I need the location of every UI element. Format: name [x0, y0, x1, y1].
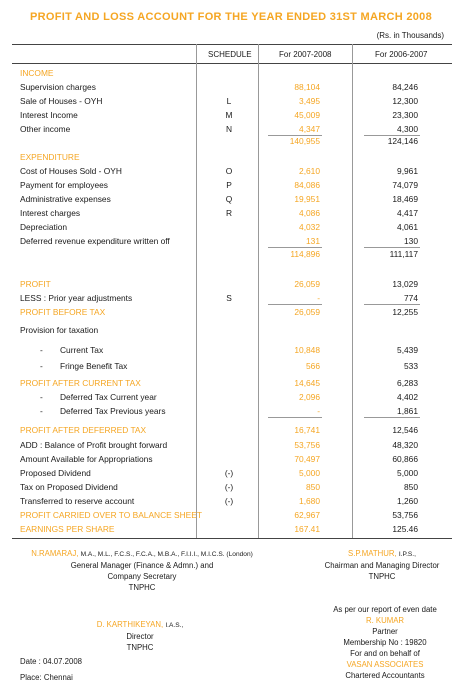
mathur-name: S.P.MATHUR,	[348, 549, 397, 558]
schedule-ref: Q	[225, 194, 233, 204]
karthikeyan-title: Director	[126, 632, 154, 641]
current-year-value: 850	[306, 482, 320, 492]
row-label: ADD : Balance of Profit brought forward	[20, 440, 168, 450]
section-heading: EARNINGS PER SHARE	[20, 524, 115, 534]
signatory-ramaraj	[22, 548, 262, 593]
statement-row	[0, 66, 462, 80]
previous-year-value: 12,300	[392, 96, 418, 106]
previous-year-value: 23,300	[392, 110, 418, 120]
previous-year-value: 84,246	[392, 82, 418, 92]
dash-bullet: -	[40, 361, 43, 371]
auditor-membership: Membership No : 19820	[343, 638, 427, 647]
auditor-behalf: For and on behalf of	[350, 649, 420, 658]
ramaraj-qualifications: M.A., M.L., F.C.S., F.C.A., M.B.A., F.I.I.I., M.I.C.S. (London)	[80, 551, 253, 558]
current-year-value: 4,032	[299, 222, 320, 232]
row-label: Administrative expenses	[20, 194, 111, 204]
ramaraj-name: N.RAMARAJ,	[31, 549, 79, 558]
section-heading: PROFIT AFTER CURRENT TAX	[20, 378, 141, 388]
row-label: Payment for employees	[20, 180, 108, 190]
statement-row	[0, 343, 462, 357]
statement-row	[0, 192, 462, 206]
row-label: Interest Income	[20, 110, 78, 120]
previous-year-value: 5,439	[397, 345, 418, 355]
schedule-ref: O	[225, 166, 233, 176]
statement-row	[0, 206, 462, 220]
schedule-ref: S	[226, 293, 232, 303]
schedule-ref: L	[226, 96, 232, 106]
statement-row	[0, 134, 462, 148]
section-heading: PROFIT BEFORE TAX	[20, 307, 106, 317]
report-reference: As per our report of even date	[333, 605, 437, 614]
current-year-value: 10,848	[294, 345, 320, 355]
current-year-value: 3,495	[299, 96, 320, 106]
previous-year-value: 74,079	[392, 180, 418, 190]
statement-row	[0, 80, 462, 94]
previous-year-value: 13,029	[392, 279, 418, 289]
current-year-value: 2,610	[299, 166, 320, 176]
karthikeyan-qualifications: I.A.S.,	[165, 622, 184, 629]
dash-bullet: -	[40, 406, 43, 416]
karthikeyan-name: D. KARTHIKEYAN,	[96, 620, 164, 629]
statement-row	[0, 359, 462, 373]
current-year-value: 140,955	[289, 136, 320, 146]
current-year-value: 14,645	[294, 378, 320, 388]
previous-year-value: 111,117	[389, 249, 418, 259]
previous-year-value: 4,300	[397, 124, 418, 134]
statement-row	[0, 234, 462, 248]
previous-year-column-header: For 2006-2007	[375, 50, 428, 59]
mathur-org: TNPHC	[368, 572, 396, 581]
karthikeyan-org: TNPHC	[126, 643, 154, 652]
previous-year-value: 53,756	[392, 510, 418, 520]
row-label: LESS : Prior year adjustments	[20, 293, 133, 303]
section-heading: PROFIT CARRIED OVER TO BALANCE SHEET	[20, 510, 202, 520]
row-label: Supervision charges	[20, 82, 96, 92]
previous-year-value: 12,255	[392, 307, 418, 317]
statement-row	[0, 108, 462, 122]
section-heading: INCOME	[20, 68, 54, 78]
row-label: Proposed Dividend	[20, 468, 91, 478]
mathur-qualifications: I.P.S.,	[398, 551, 416, 558]
signatory-karthikeyan	[60, 619, 220, 653]
row-label: Interest charges	[20, 208, 81, 218]
row-label: Fringe Benefit Tax	[60, 361, 128, 371]
statement-row	[0, 438, 462, 452]
current-year-value: 2,096	[299, 392, 320, 402]
statement-row	[0, 178, 462, 192]
previous-year-value: 774	[404, 293, 418, 303]
statement-row	[0, 94, 462, 108]
page-title: PROFIT AND LOSS ACCOUNT FOR THE YEAR ENDED 31ST MARCH 2008	[29, 11, 433, 23]
current-year-value: 19,951	[294, 194, 320, 204]
schedule-ref: (-)	[224, 482, 234, 492]
row-label: Cost of Houses Sold - OYH	[20, 166, 122, 176]
previous-year-value: 1,260	[397, 496, 418, 506]
current-year-value: 88,104	[294, 82, 320, 92]
row-label: Sale of Houses - OYH	[20, 96, 103, 106]
current-year-value: 84,086	[294, 180, 320, 190]
row-label: Transferred to reserve account	[20, 496, 135, 506]
header-top-rule	[12, 44, 452, 45]
previous-year-value: 4,417	[397, 208, 418, 218]
current-year-value: -	[317, 406, 320, 416]
schedule-ref: R	[225, 208, 233, 218]
statement-row	[0, 247, 462, 261]
signing-date: Date : 04.07.2008	[20, 657, 82, 666]
previous-year-value: 12,546	[392, 425, 418, 435]
section-heading: PROFIT AFTER DEFERRED TAX	[20, 425, 147, 435]
current-year-value: 167.41	[294, 524, 320, 534]
statement-row	[0, 466, 462, 480]
previous-year-value: 124,146	[387, 136, 418, 146]
row-label: Deferred Tax Previous years	[60, 406, 166, 416]
row-label: Deferred revenue expenditure written off	[20, 236, 170, 246]
previous-year-value: 130	[404, 236, 418, 246]
section-heading: EXPENDITURE	[20, 152, 80, 162]
current-year-value: 26,059	[294, 307, 320, 317]
schedule-ref: (-)	[224, 468, 234, 478]
current-year-value: 26,059	[294, 279, 320, 289]
statement-row	[0, 277, 462, 291]
ramaraj-title-1: General Manager (Finance & Admn.) and	[70, 561, 214, 570]
statement-row	[0, 480, 462, 494]
dash-bullet: -	[40, 392, 43, 402]
previous-year-value: 60,866	[392, 454, 418, 464]
signing-place: Place: Chennai	[20, 673, 73, 682]
current-year-value: 53,756	[294, 440, 320, 450]
current-year-value: 4,086	[299, 208, 320, 218]
statement-row	[0, 522, 462, 536]
current-year-value: 131	[306, 236, 320, 246]
schedule-ref: P	[226, 180, 232, 190]
schedule-ref: N	[225, 124, 233, 134]
auditor-block	[322, 604, 448, 681]
current-year-value: -	[317, 293, 320, 303]
current-year-value: 70,497	[294, 454, 320, 464]
current-year-value: 1,680	[299, 496, 320, 506]
previous-year-value: 125.46	[392, 524, 418, 534]
subtotal-rule	[268, 417, 322, 418]
current-year-value: 5,000	[299, 468, 320, 478]
previous-year-value: 4,061	[397, 222, 418, 232]
auditor-name: R. KUMAR	[365, 616, 405, 625]
current-year-value: 566	[306, 361, 320, 371]
row-label: Deferred Tax Current year	[60, 392, 157, 402]
previous-year-value: 533	[404, 361, 418, 371]
ramaraj-org: TNPHC	[128, 583, 156, 592]
statement-bottom-rule	[12, 538, 452, 539]
current-year-value: 114,896	[290, 249, 320, 259]
current-year-value: 62,967	[294, 510, 320, 520]
statement-row	[0, 150, 462, 164]
dash-bullet: -	[40, 345, 43, 355]
signatory-mathur	[310, 548, 454, 582]
current-year-column-header: For 2007-2008	[279, 50, 332, 59]
previous-year-value: 48,320	[392, 440, 418, 450]
auditor-title: Partner	[372, 627, 398, 636]
schedule-ref: M	[225, 110, 233, 120]
schedule-column-header: SCHEDULE	[208, 50, 252, 59]
current-year-value: 45,009	[294, 110, 320, 120]
current-year-value: 16,741	[294, 425, 320, 435]
row-label: Tax on Proposed Dividend	[20, 482, 118, 492]
statement-row	[0, 323, 462, 337]
statement-row	[0, 305, 462, 319]
statement-row	[0, 508, 462, 522]
row-label: Provision for taxation	[20, 325, 99, 335]
previous-year-value: 5,000	[397, 468, 418, 478]
row-label: Depreciation	[20, 222, 68, 232]
statement-row	[0, 423, 462, 437]
header-bottom-rule	[12, 63, 452, 64]
previous-year-value: 9,961	[397, 166, 418, 176]
statement-row	[0, 390, 462, 404]
audit-firm-name: VASAN ASSOCIATES	[346, 660, 424, 669]
previous-year-value: 850	[404, 482, 418, 492]
units-note: (Rs. in Thousands)	[376, 31, 444, 40]
statement-row	[0, 494, 462, 508]
ramaraj-title-2: Company Secretary	[107, 572, 177, 581]
statement-row	[0, 291, 462, 305]
schedule-ref: (-)	[224, 496, 234, 506]
previous-year-value: 18,469	[392, 194, 418, 204]
statement-row	[0, 452, 462, 466]
current-year-value: 4,347	[299, 124, 320, 134]
previous-year-value: 1,861	[397, 406, 418, 416]
section-heading: PROFIT	[20, 279, 51, 289]
row-label: Current Tax	[60, 345, 104, 355]
statement-row	[0, 404, 462, 418]
statement-row	[0, 164, 462, 178]
statement-row	[0, 220, 462, 234]
audit-firm-type: Chartered Accountants	[345, 671, 425, 680]
mathur-title: Chairman and Managing Director	[324, 561, 440, 570]
row-label: Amount Available for Appropriations	[20, 454, 153, 464]
previous-year-value: 4,402	[397, 392, 418, 402]
subtotal-rule	[364, 417, 420, 418]
row-label: Other income	[20, 124, 71, 134]
previous-year-value: 6,283	[397, 378, 418, 388]
statement-row	[0, 376, 462, 390]
